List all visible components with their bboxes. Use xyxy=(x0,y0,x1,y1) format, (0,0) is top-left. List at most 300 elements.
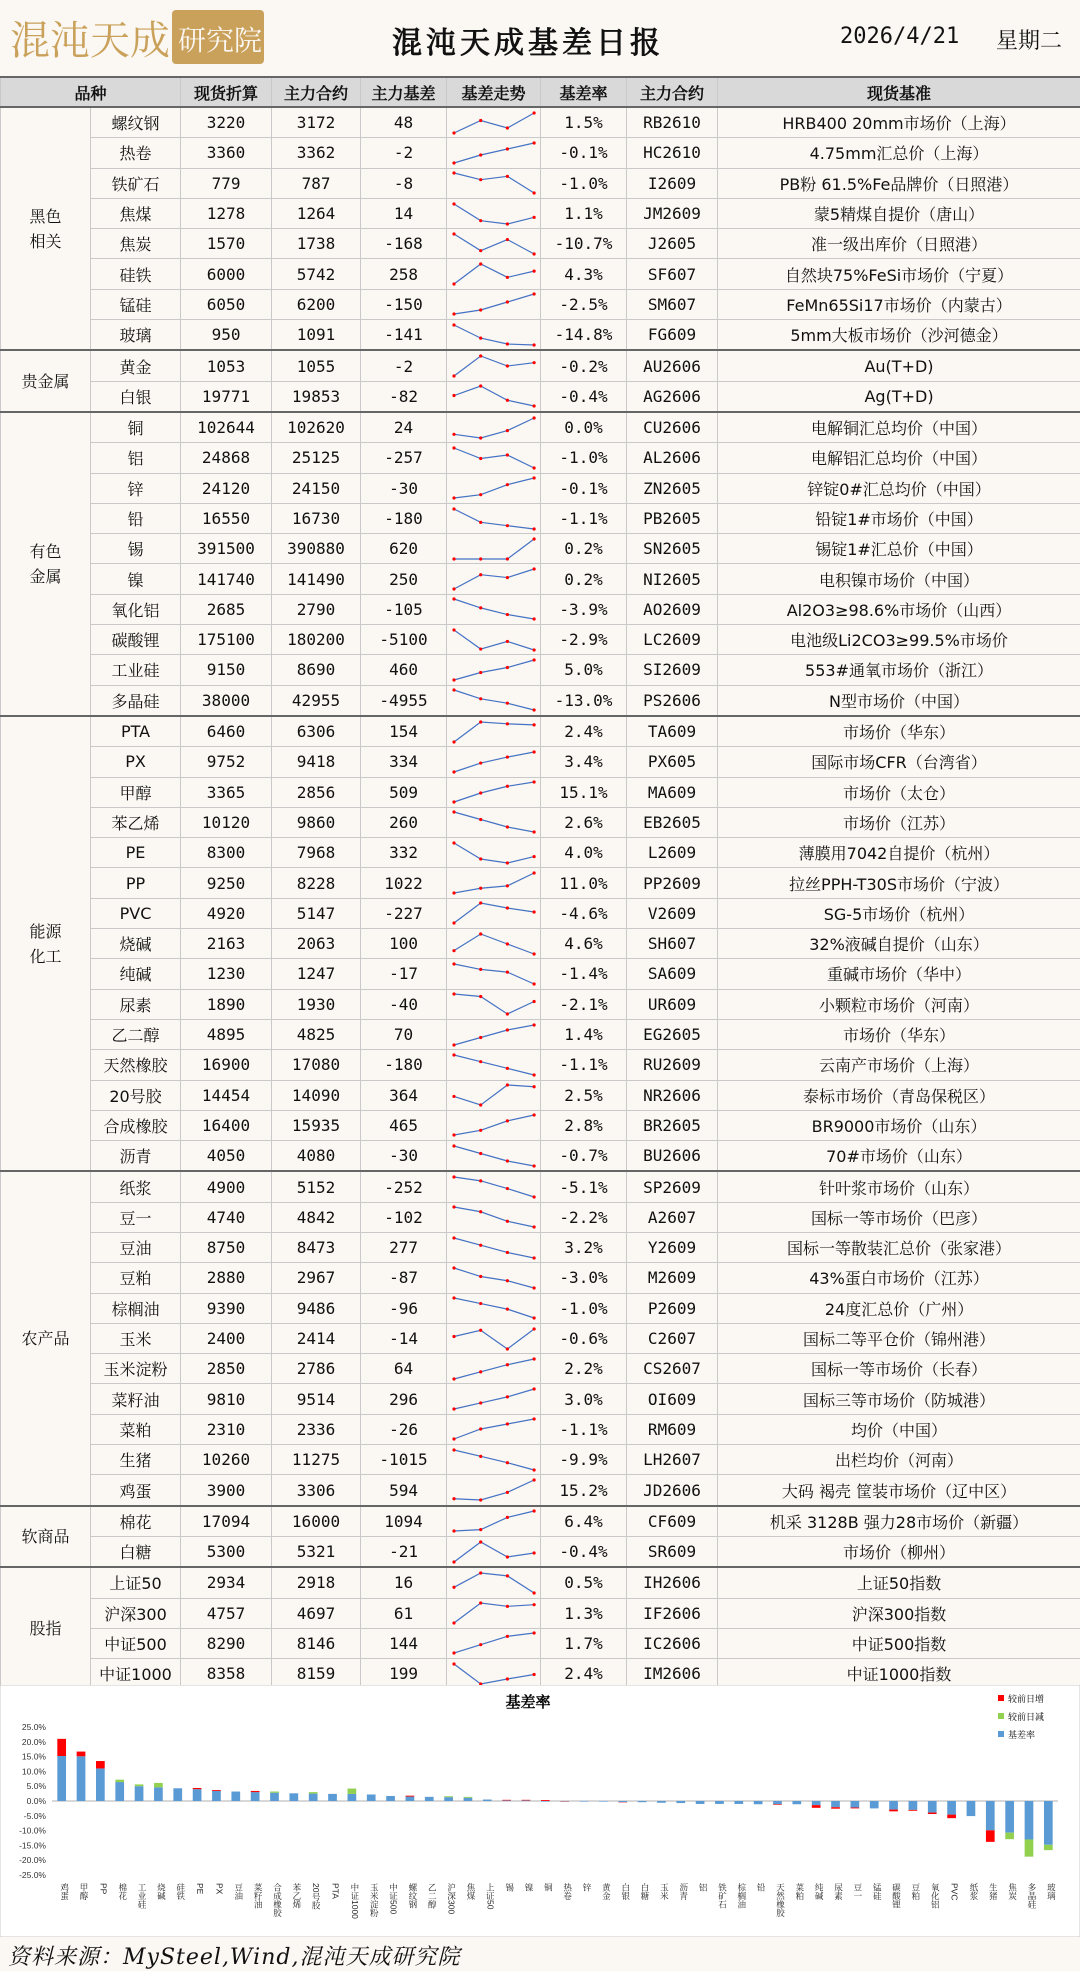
x-tick-label: 螺纹钢 xyxy=(408,1882,418,1909)
sparkline-point xyxy=(452,1438,455,1441)
y-tick-label: 5.0% xyxy=(27,1781,47,1791)
sparkline-point xyxy=(479,968,482,971)
futures-price-cell: 7968 xyxy=(272,838,361,868)
sparkline-point xyxy=(452,1334,455,1337)
sparkline-line xyxy=(454,113,534,133)
futures-price-cell: 8146 xyxy=(272,1628,361,1658)
benchmark-cell: 机采 3128B 强力28市场价（新疆） xyxy=(718,1506,1080,1537)
contract-cell: MA609 xyxy=(627,777,718,807)
basis-cell: -180 xyxy=(361,503,447,533)
sparkline-line xyxy=(454,204,534,224)
bar-basis-rate xyxy=(173,1788,182,1801)
benchmark-cell: 小颗粒市场价（河南） xyxy=(718,989,1080,1019)
contract-cell: LH2607 xyxy=(627,1445,718,1475)
sparkline-line xyxy=(454,1238,534,1258)
sparkline-point xyxy=(532,648,535,651)
sparkline-line xyxy=(454,1298,534,1318)
futures-price-cell: 5152 xyxy=(272,1171,361,1202)
bar-basis-rate xyxy=(599,1801,608,1802)
variety-cell: 锰硅 xyxy=(91,289,181,319)
report-weekday: 星期二 xyxy=(996,24,1062,55)
benchmark-cell: 铅锭1#市场价（中国） xyxy=(718,503,1080,533)
trend-cell xyxy=(447,381,541,412)
variety-cell: 铁矿石 xyxy=(91,168,181,198)
benchmark-cell: 均价（中国） xyxy=(718,1414,1080,1444)
basis-cell: 260 xyxy=(361,807,447,837)
trend-cell xyxy=(447,594,541,624)
table-row xyxy=(1,716,1080,747)
futures-price-cell: 2336 xyxy=(272,1414,361,1444)
basis-sparkline xyxy=(448,1051,540,1079)
x-tick-label: 白糖 xyxy=(640,1882,650,1901)
bar-decrease xyxy=(309,1792,318,1793)
sparkline-point xyxy=(505,1363,508,1366)
table-row xyxy=(1,473,1080,503)
legend-swatch xyxy=(998,1731,1004,1737)
bar-basis-rate xyxy=(328,1794,337,1801)
sparkline-line xyxy=(454,143,534,163)
basis-sparkline xyxy=(448,1203,540,1231)
basis-sparkline xyxy=(448,1111,540,1139)
basis-sparkline xyxy=(448,1081,540,1109)
sparkline-point xyxy=(505,722,508,725)
benchmark-cell: 553#通氧市场价（浙江） xyxy=(718,655,1080,685)
group-label xyxy=(1,1171,91,1505)
spot-price-cell: 8750 xyxy=(181,1232,272,1262)
table-row xyxy=(1,838,1080,868)
sparkline-point xyxy=(505,861,508,864)
sparkline-point xyxy=(532,723,535,726)
variety-cell: 白糖 xyxy=(91,1536,181,1567)
y-tick-label: -25.0% xyxy=(19,1870,46,1880)
table-row xyxy=(1,1598,1080,1628)
bar-basis-rate xyxy=(57,1756,66,1801)
group-label-line: 能源 xyxy=(1,919,90,944)
table-row xyxy=(1,138,1080,168)
trend-cell xyxy=(447,1232,541,1262)
benchmark-cell: 国标三等市场价（防城港） xyxy=(718,1384,1080,1414)
bar-basis-rate xyxy=(889,1801,898,1810)
table-body xyxy=(1,107,1080,1689)
sparkline-point xyxy=(532,1226,535,1229)
x-tick-label: 锡 xyxy=(505,1882,515,1891)
bar-increase xyxy=(889,1810,898,1812)
basis-sparkline xyxy=(448,748,540,776)
basis-cell: 620 xyxy=(361,534,447,564)
spot-price-cell: 391500 xyxy=(181,534,272,564)
trend-cell xyxy=(447,716,541,747)
futures-price-cell: 141490 xyxy=(272,564,361,594)
basis-cell: 199 xyxy=(361,1659,447,1689)
y-tick-label: 25.0% xyxy=(22,1722,47,1732)
contract-cell: PB2605 xyxy=(627,503,718,533)
basis-rate-cell: -1.0% xyxy=(541,1293,627,1323)
sparkline-line xyxy=(454,660,534,680)
table-row xyxy=(1,259,1080,289)
sparkline-point xyxy=(505,613,508,616)
variety-cell: 纸浆 xyxy=(91,1171,181,1202)
spot-price-cell: 2934 xyxy=(181,1567,272,1598)
sparkline-point xyxy=(505,1187,508,1190)
x-tick-label: 焦炭 xyxy=(1008,1882,1018,1901)
spot-price-cell: 8300 xyxy=(181,838,272,868)
trend-cell xyxy=(447,564,541,594)
trend-cell xyxy=(447,1019,541,1049)
basis-cell: 144 xyxy=(361,1628,447,1658)
legend-label: 较前日增 xyxy=(1008,1693,1044,1704)
sparkline-point xyxy=(452,1586,455,1589)
sparkline-point xyxy=(479,1401,482,1404)
sparkline-point xyxy=(479,1528,482,1531)
spot-price-cell: 4757 xyxy=(181,1598,272,1628)
sparkline-point xyxy=(452,1448,455,1451)
sparkline-point xyxy=(452,1175,455,1178)
col-header-futures: 主力合约 xyxy=(272,77,361,107)
benchmark-cell: 5mm大板市场价（沙河德金） xyxy=(718,320,1080,351)
sparkline-point xyxy=(479,1060,482,1063)
benchmark-cell: 针叶浆市场价（山东） xyxy=(718,1171,1080,1202)
basis-rate-cell: -3.0% xyxy=(541,1263,627,1293)
bar-basis-rate xyxy=(1025,1801,1034,1839)
y-tick-label: -15.0% xyxy=(19,1840,46,1850)
sparkline-point xyxy=(452,161,455,164)
basis-sparkline xyxy=(448,565,540,593)
basis-cell: 154 xyxy=(361,716,447,747)
sparkline-point xyxy=(452,172,455,175)
benchmark-cell: 泰标市场价（青岛保税区） xyxy=(718,1080,1080,1110)
x-tick-label: 玻璃 xyxy=(1046,1882,1056,1900)
spot-price-cell: 779 xyxy=(181,168,272,198)
basis-sparkline xyxy=(448,1355,540,1383)
spot-price-cell: 9810 xyxy=(181,1384,272,1414)
bar-basis-rate xyxy=(270,1793,279,1801)
contract-cell: SP2609 xyxy=(627,1171,718,1202)
basis-rate-cell: 1.4% xyxy=(541,1019,627,1049)
sparkline-point xyxy=(479,1644,482,1647)
sparkline-point xyxy=(479,1210,482,1213)
sparkline-point xyxy=(479,309,482,312)
sparkline-point xyxy=(532,750,535,753)
table-row xyxy=(1,229,1080,259)
legend-swatch xyxy=(998,1695,1004,1701)
sparkline-line xyxy=(454,569,534,589)
x-tick-label: 锰硅 xyxy=(872,1882,882,1900)
sparkline-point xyxy=(532,1603,535,1606)
spot-price-cell: 3900 xyxy=(181,1475,272,1506)
basis-sparkline xyxy=(448,169,540,197)
variety-cell: PE xyxy=(91,838,181,868)
spot-price-cell: 16550 xyxy=(181,503,272,533)
trend-cell xyxy=(447,350,541,381)
bar-increase xyxy=(57,1739,66,1756)
sparkline-point xyxy=(479,1428,482,1431)
sparkline-line xyxy=(454,1329,534,1349)
x-tick-label: 铝 xyxy=(698,1882,708,1892)
x-tick-label: 上证50 xyxy=(485,1882,495,1909)
benchmark-cell: 70#市场价（山东） xyxy=(718,1141,1080,1172)
variety-cell: 纯碱 xyxy=(91,959,181,989)
sparkline-line xyxy=(454,418,534,438)
trend-cell xyxy=(447,989,541,1019)
spot-price-cell: 16900 xyxy=(181,1050,272,1080)
basis-cell: 460 xyxy=(361,655,447,685)
futures-price-cell: 2918 xyxy=(272,1567,361,1598)
variety-cell: 烧碱 xyxy=(91,929,181,959)
sparkline-point xyxy=(532,405,535,408)
variety-cell: 白银 xyxy=(91,381,181,412)
x-tick-label: 苯乙烯 xyxy=(292,1882,302,1909)
sparkline-line xyxy=(454,1146,534,1166)
trend-cell xyxy=(447,685,541,716)
sparkline-line xyxy=(454,1664,534,1684)
sparkline-point xyxy=(505,702,508,705)
sparkline-point xyxy=(532,855,535,858)
sparkline-point xyxy=(452,587,455,590)
table-row xyxy=(1,289,1080,319)
x-tick-label: 烧碱 xyxy=(156,1882,166,1901)
table-row xyxy=(1,1628,1080,1658)
basis-sparkline xyxy=(448,930,540,958)
trend-cell xyxy=(447,443,541,473)
futures-price-cell: 17080 xyxy=(272,1050,361,1080)
sparkline-point xyxy=(479,263,482,266)
variety-cell: 热卷 xyxy=(91,138,181,168)
bar-decrease xyxy=(1005,1833,1014,1840)
futures-price-cell: 8228 xyxy=(272,868,361,898)
sparkline-point xyxy=(532,477,535,480)
futures-price-cell: 42955 xyxy=(272,685,361,716)
sparkline-line xyxy=(454,994,534,1014)
variety-cell: 沪深300 xyxy=(91,1598,181,1628)
trend-cell xyxy=(447,929,541,959)
contract-cell: M2609 xyxy=(627,1263,718,1293)
contract-cell: AG2606 xyxy=(627,381,718,412)
futures-price-cell: 4825 xyxy=(272,1019,361,1049)
futures-price-cell: 2967 xyxy=(272,1263,361,1293)
basis-sparkline xyxy=(448,1446,540,1474)
basis-cell: -2 xyxy=(361,350,447,381)
contract-cell: I2609 xyxy=(627,168,718,198)
col-header-spot: 现货折算 xyxy=(181,77,272,107)
variety-cell: 豆油 xyxy=(91,1232,181,1262)
basis-sparkline xyxy=(448,595,540,623)
benchmark-cell: 24度汇总价（广州） xyxy=(718,1293,1080,1323)
spot-price-cell: 2310 xyxy=(181,1414,272,1444)
trend-cell xyxy=(447,1141,541,1172)
legend-swatch xyxy=(998,1713,1004,1719)
contract-cell: SR609 xyxy=(627,1536,718,1567)
basis-sparkline xyxy=(448,1629,540,1657)
spot-price-cell: 175100 xyxy=(181,625,272,655)
x-tick-label: 焦煤 xyxy=(466,1882,476,1901)
basis-cell: -82 xyxy=(361,381,447,412)
sparkline-point xyxy=(505,1308,508,1311)
basis-sparkline xyxy=(448,260,540,288)
sparkline-point xyxy=(452,949,455,952)
contract-cell: BR2605 xyxy=(627,1110,718,1140)
x-tick-label: 生猪 xyxy=(988,1882,998,1900)
basis-cell: -102 xyxy=(361,1202,447,1232)
futures-price-cell: 1247 xyxy=(272,959,361,989)
sparkline-point xyxy=(479,219,482,222)
contract-cell: SH607 xyxy=(627,929,718,959)
sparkline-point xyxy=(479,1454,482,1457)
bar-decrease xyxy=(270,1792,279,1793)
sparkline-point xyxy=(452,993,455,996)
bar-decrease xyxy=(464,1797,473,1798)
bar-decrease xyxy=(444,1796,453,1797)
y-tick-label: -5.0% xyxy=(24,1811,47,1821)
futures-price-cell: 8473 xyxy=(272,1232,361,1262)
sparkline-line xyxy=(454,722,534,742)
basis-rate-cell: 2.8% xyxy=(541,1110,627,1140)
bar-basis-rate xyxy=(580,1801,589,1802)
basis-rate-cell: 0.2% xyxy=(541,534,627,564)
x-tick-label: 铁矿石 xyxy=(717,1882,727,1909)
futures-price-cell: 1264 xyxy=(272,198,361,228)
bar-basis-rate xyxy=(502,1800,511,1801)
contract-cell: JM2609 xyxy=(627,198,718,228)
report-header xyxy=(0,0,1080,76)
trend-cell xyxy=(447,1323,541,1353)
benchmark-cell: 拉丝PPH-T30S市场价（宁波） xyxy=(718,868,1080,898)
contract-cell: UR609 xyxy=(627,989,718,1019)
basis-sparkline xyxy=(448,1476,540,1504)
benchmark-cell: 大码 褐壳 筐装市场价（辽中区） xyxy=(718,1475,1080,1506)
contract-cell: IH2606 xyxy=(627,1567,718,1598)
variety-cell: 镍 xyxy=(91,564,181,594)
sparkline-point xyxy=(479,1152,482,1155)
sparkline-point xyxy=(505,1250,508,1253)
x-tick-label: 中证1000 xyxy=(350,1882,360,1919)
group-label xyxy=(1,1506,91,1568)
bar-increase xyxy=(502,1800,511,1801)
variety-cell: 棕榈油 xyxy=(91,1293,181,1323)
table-row xyxy=(1,107,1080,138)
sparkline-point xyxy=(505,557,508,560)
group-label-line: 黑色 xyxy=(1,204,90,229)
table-row xyxy=(1,1384,1080,1414)
basis-cell: 70 xyxy=(361,1019,447,1049)
futures-price-cell: 14090 xyxy=(272,1080,361,1110)
spot-price-cell: 1230 xyxy=(181,959,272,989)
benchmark-cell: 中证1000指数 xyxy=(718,1659,1080,1689)
x-tick-label: PVC xyxy=(950,1883,960,1900)
benchmark-cell: FeMn65Si17市场价（内蒙古） xyxy=(718,289,1080,319)
variety-cell: 豆一 xyxy=(91,1202,181,1232)
basis-rate-cell: 3.0% xyxy=(541,1384,627,1414)
basis-rate-cell: -3.9% xyxy=(541,594,627,624)
table-row xyxy=(1,1141,1080,1172)
trend-cell xyxy=(447,1293,541,1323)
sparkline-point xyxy=(532,466,535,469)
basis-cell: 250 xyxy=(361,564,447,594)
sparkline-point xyxy=(505,1605,508,1608)
variety-cell: 鸡蛋 xyxy=(91,1475,181,1506)
sparkline-point xyxy=(479,493,482,496)
table-row xyxy=(1,1323,1080,1353)
sparkline-point xyxy=(505,1028,508,1031)
sparkline-point xyxy=(479,119,482,122)
sparkline-point xyxy=(452,678,455,681)
contract-cell: JD2606 xyxy=(627,1475,718,1506)
trend-cell xyxy=(447,168,541,198)
basis-cell: 277 xyxy=(361,1232,447,1262)
spot-price-cell: 1278 xyxy=(181,198,272,228)
sparkline-point xyxy=(479,178,482,181)
col-header-benchmark: 现货基准 xyxy=(718,77,1080,107)
y-tick-label: 0.0% xyxy=(27,1796,47,1806)
basis-sparkline xyxy=(448,444,540,472)
sparkline-point xyxy=(532,1388,535,1391)
variety-cell: 工业硅 xyxy=(91,655,181,685)
trend-cell xyxy=(447,320,541,351)
bar-increase xyxy=(77,1752,86,1757)
bar-basis-rate xyxy=(406,1797,415,1801)
benchmark-cell: BR9000市场价（山东） xyxy=(718,1110,1080,1140)
sparkline-point xyxy=(505,364,508,367)
bar-basis-rate xyxy=(657,1801,666,1803)
futures-price-cell: 3362 xyxy=(272,138,361,168)
trend-cell xyxy=(447,1506,541,1537)
chart-title: 基差率 xyxy=(505,1693,550,1711)
bar-basis-rate xyxy=(792,1801,801,1804)
basis-cell: -2 xyxy=(361,138,447,168)
basis-sparkline xyxy=(448,200,540,228)
bar-decrease xyxy=(135,1784,144,1786)
bar-basis-rate xyxy=(715,1801,724,1804)
basis-cell: -227 xyxy=(361,898,447,928)
trend-cell xyxy=(447,138,541,168)
x-tick-label: 工业硅 xyxy=(137,1883,147,1909)
sparkline-point xyxy=(479,1179,482,1182)
basis-rate-cell: 1.5% xyxy=(541,107,627,138)
x-tick-label: 菜粕 xyxy=(795,1882,805,1901)
futures-price-cell: 5321 xyxy=(272,1536,361,1567)
sparkline-point xyxy=(452,1053,455,1056)
x-tick-label: 多晶硅 xyxy=(1027,1882,1037,1908)
basis-cell: 594 xyxy=(361,1475,447,1506)
basis-rate-cell: 0.5% xyxy=(541,1567,627,1598)
basis-sparkline xyxy=(448,505,540,533)
basis-rate-cell: -1.4% xyxy=(541,959,627,989)
contract-cell: IF2606 xyxy=(627,1598,718,1628)
variety-cell: 甲醇 xyxy=(91,777,181,807)
basis-rate-cell: -2.9% xyxy=(541,625,627,655)
sparkline-point xyxy=(479,1328,482,1331)
bar-decrease xyxy=(154,1783,163,1787)
contract-cell: AL2606 xyxy=(627,443,718,473)
y-tick-label: -20.0% xyxy=(19,1855,46,1865)
sparkline-point xyxy=(452,891,455,894)
benchmark-cell: 锌锭0#汇总均价（中国） xyxy=(718,473,1080,503)
sparkline-point xyxy=(452,283,455,286)
benchmark-cell: 电解铜汇总均价（中国） xyxy=(718,412,1080,443)
contract-cell: Y2609 xyxy=(627,1232,718,1262)
group-label-line: 贵金属 xyxy=(1,369,90,394)
basis-cell: -26 xyxy=(361,1414,447,1444)
futures-price-cell: 9418 xyxy=(272,747,361,777)
sparkline-line xyxy=(454,1177,534,1197)
basis-cell: -30 xyxy=(361,1141,447,1172)
sparkline-point xyxy=(505,175,508,178)
basis-rate-cell: 2.2% xyxy=(541,1354,627,1384)
futures-price-cell: 15935 xyxy=(272,1110,361,1140)
x-tick-label: 玉米 xyxy=(659,1883,669,1901)
futures-price-cell: 6200 xyxy=(272,289,361,319)
benchmark-cell: 云南产市场价（上海） xyxy=(718,1050,1080,1080)
variety-cell: 菜籽油 xyxy=(91,1384,181,1414)
